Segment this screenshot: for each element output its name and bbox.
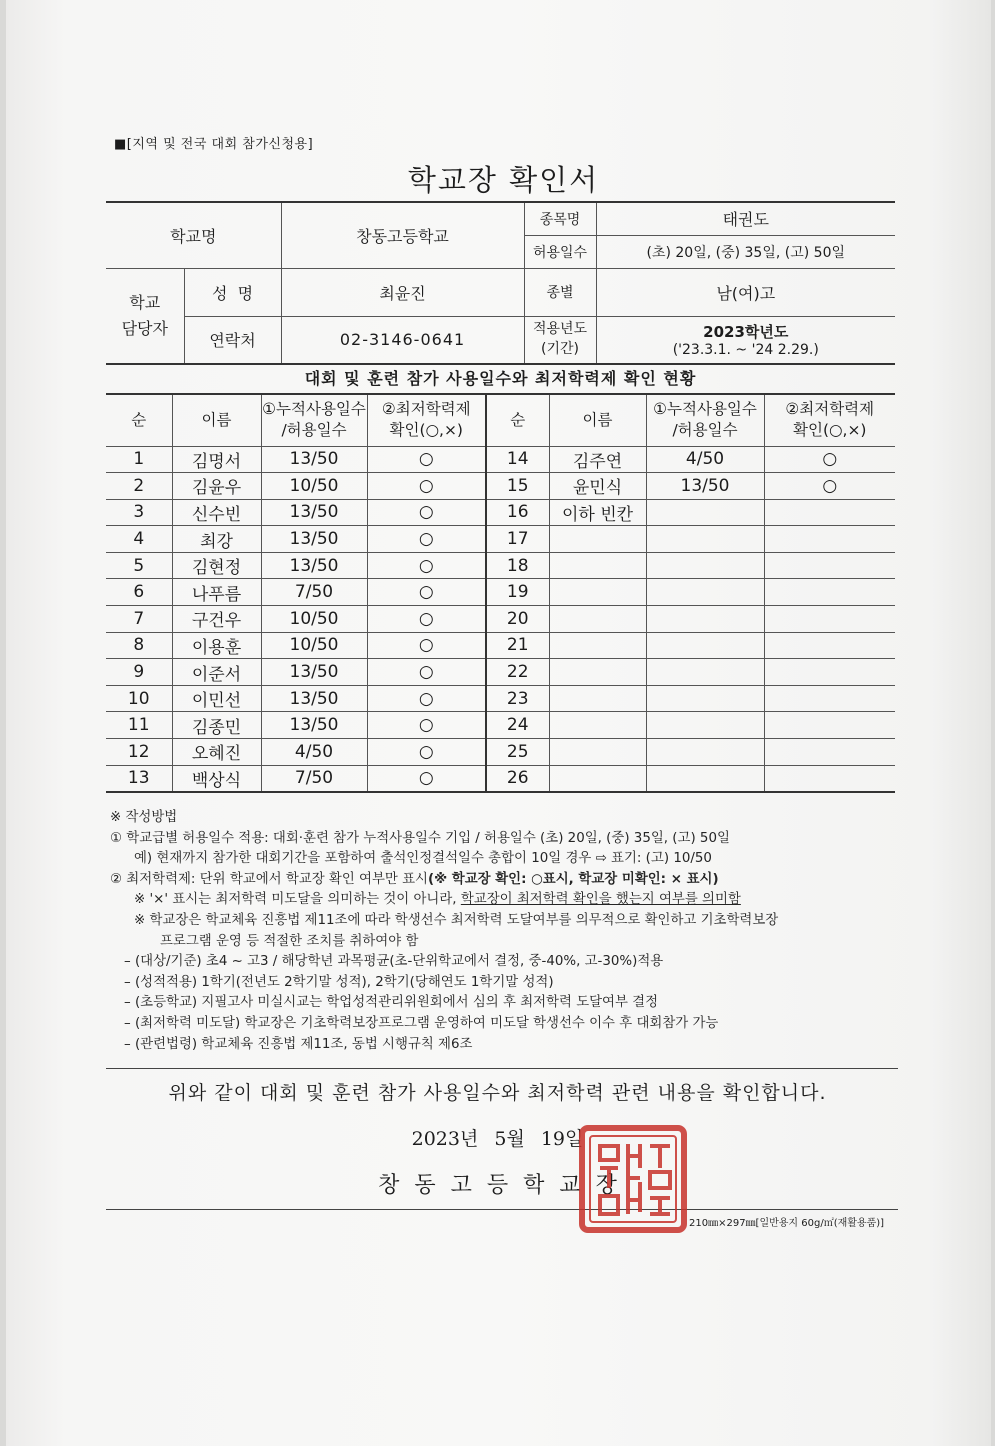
- note-2-sub-2: ※ 학교장은 학교체육 진흥법 제11조에 따라 학생선수 최저학력 도달여부를 의무적으로 확인하고 기초학력보장: [134, 912, 779, 928]
- note-2-text: ② 최저학력제: 단위 학교에서 학교장 확인 여부만 표시: [110, 871, 428, 887]
- row-check: [764, 606, 895, 633]
- row-days: 10/50: [261, 606, 367, 633]
- notes-heading: ※ 작성방법: [110, 810, 178, 825]
- row-days: [646, 526, 764, 553]
- row-name: [549, 765, 646, 792]
- school-info-table: [106, 201, 895, 365]
- divider: [106, 1209, 898, 1210]
- row-name: 최강: [172, 526, 261, 553]
- row-no: 7: [106, 606, 172, 633]
- row-days: 4/50: [646, 446, 764, 473]
- row-days: 13/50: [261, 499, 367, 526]
- table-row: [106, 526, 895, 553]
- row-days: [646, 739, 764, 766]
- row-no: 1: [106, 446, 172, 473]
- row-days: 10/50: [261, 473, 367, 500]
- row-days: 13/50: [261, 446, 367, 473]
- row-days: [646, 659, 764, 686]
- note-2-sub-1-underlined: 학교장이 최저학력 확인을 했는지 여부를 의미함: [460, 892, 741, 908]
- row-check: ○: [764, 446, 895, 473]
- row-days: 13/50: [261, 685, 367, 712]
- row-days: 13/50: [261, 712, 367, 739]
- row-check: [764, 632, 895, 659]
- row-no: 25: [486, 739, 549, 766]
- row-no: 22: [486, 659, 549, 686]
- row-days: 4/50: [261, 739, 367, 766]
- row-name: [549, 659, 646, 686]
- row-name: [549, 712, 646, 739]
- note-dash-3: – (초등학교) 지필고사 미실시교는 학업성적관리위원회에서 심의 후 최저학력 도달여부 결정: [124, 995, 659, 1011]
- header-name: 이름: [549, 394, 646, 446]
- row-no: 19: [486, 579, 549, 606]
- row-no: 2: [106, 473, 172, 500]
- gender-value: 남(여)고: [596, 268, 895, 316]
- row-name: 나푸름: [172, 579, 261, 606]
- note-1: ① 학교급별 허용일수 적용: 대회·훈련 참가 누적사용일수 기입 / 허용일수 (초) 20일, (중) 35일, (고) 50일: [110, 830, 730, 846]
- table-row: [106, 685, 895, 712]
- contact-label: 연락처: [184, 316, 281, 364]
- row-name: 신수빈: [172, 499, 261, 526]
- row-no: 5: [106, 552, 172, 579]
- row-check: ○: [367, 526, 486, 553]
- row-days: 10/50: [261, 632, 367, 659]
- row-check: ○: [367, 473, 486, 500]
- row-name: 구건우: [172, 606, 261, 633]
- row-no: 17: [486, 526, 549, 553]
- row-no: 11: [106, 712, 172, 739]
- document-title: 학교장 확인서: [407, 163, 600, 197]
- row-name: 오혜진: [172, 739, 261, 766]
- note-2-sub-2-cont: 프로그램 운영 등 적절한 조치를 취하여야 함: [160, 933, 419, 949]
- divider: [106, 1068, 898, 1069]
- header-days: ①누적사용일수 /허용일수: [261, 394, 367, 446]
- row-name: 이민선: [172, 685, 261, 712]
- header-name: 이름: [172, 394, 261, 446]
- row-name: [549, 552, 646, 579]
- row-check: ○: [367, 552, 486, 579]
- row-name: 김명서: [172, 446, 261, 473]
- row-check: [764, 712, 895, 739]
- row-name: 김주연: [549, 446, 646, 473]
- row-no: 12: [106, 739, 172, 766]
- list-title: 대회 및 훈련 참가 사용일수와 최저학력제 확인 현황: [304, 369, 697, 388]
- header-check: ②최저학력제 확인(○,×): [367, 394, 486, 446]
- row-no: 9: [106, 659, 172, 686]
- row-no: 20: [486, 606, 549, 633]
- manager-label: 학교 담당자: [106, 268, 184, 364]
- row-days: [646, 765, 764, 792]
- period-range: ('23.3.1. ~ '24 2.29.): [672, 342, 819, 359]
- row-name: 윤민식: [549, 473, 646, 500]
- period-year: 2023학년도: [703, 323, 789, 342]
- note-dash-1: – (대상/기준) 초4 ~ 고3 / 해당학년 과목평균(초-단위학교에서 결정, 중-40%, 고-30%)적용: [124, 954, 664, 970]
- header-no: 순: [486, 394, 549, 446]
- row-check: [764, 685, 895, 712]
- allowed-days-label: 허용일수: [524, 235, 596, 268]
- gender-label: 종별: [524, 268, 596, 316]
- row-no: 10: [106, 685, 172, 712]
- table-row: [106, 632, 895, 659]
- confirmation-statement: 위와 같이 대회 및 훈련 참가 사용일수와 최저학력 관련 내용을 확인합니다.: [168, 1082, 827, 1104]
- row-name: [549, 579, 646, 606]
- note-2-marks: (※ 학교장 확인: ○표시, 학교장 미확인: × 표시): [427, 871, 719, 887]
- table-row: [106, 606, 895, 633]
- row-name: 김종민: [172, 712, 261, 739]
- row-check: [764, 739, 895, 766]
- row-no: 13: [106, 765, 172, 792]
- row-name: [549, 632, 646, 659]
- row-days: [646, 712, 764, 739]
- sport-label: 종목명: [524, 202, 596, 235]
- row-no: 14: [486, 446, 549, 473]
- row-days: [646, 685, 764, 712]
- row-check: [764, 552, 895, 579]
- row-no: 21: [486, 632, 549, 659]
- table-row: [106, 739, 895, 766]
- row-name: 이준서: [172, 659, 261, 686]
- row-name: 김윤우: [172, 473, 261, 500]
- row-no: 4: [106, 526, 172, 553]
- sport-value: 태권도: [596, 202, 895, 235]
- period-cell: [596, 316, 895, 364]
- row-days: 13/50: [646, 473, 764, 500]
- table-row: [106, 552, 895, 579]
- row-days: 13/50: [261, 526, 367, 553]
- row-check: ○: [367, 739, 486, 766]
- row-check: [764, 659, 895, 686]
- name-label: 성 명: [184, 268, 281, 316]
- row-no: 18: [486, 552, 549, 579]
- note-2: [110, 870, 900, 891]
- row-check: [764, 579, 895, 606]
- table-row: [106, 579, 895, 606]
- row-days: [646, 499, 764, 526]
- athlete-list-table: [106, 393, 895, 793]
- row-no: 15: [486, 473, 549, 500]
- table-row: [106, 659, 895, 686]
- header-no: 순: [106, 394, 172, 446]
- table-row: [106, 499, 895, 526]
- row-name: [549, 526, 646, 553]
- row-name: 김현정: [172, 552, 261, 579]
- row-name: [549, 739, 646, 766]
- row-no: 8: [106, 632, 172, 659]
- instructions: [110, 808, 900, 1055]
- row-no: 3: [106, 499, 172, 526]
- row-no: 26: [486, 765, 549, 792]
- row-days: [646, 632, 764, 659]
- row-days: 13/50: [261, 659, 367, 686]
- form-type-tag: ■[지역 및 전국 대회 참가신청용]: [114, 137, 314, 152]
- header-days: ①누적사용일수 /허용일수: [646, 394, 764, 446]
- school-name-value: 창동고등학교: [281, 202, 524, 268]
- contact-value: 02-3146-0641: [281, 316, 524, 364]
- row-check: ○: [367, 765, 486, 792]
- row-name: 백상식: [172, 765, 261, 792]
- row-name: [549, 606, 646, 633]
- row-days: [646, 552, 764, 579]
- note-dash-5: – (관련법령) 학교체육 진흥법 제11조, 동법 시행규칙 제6조: [124, 1036, 473, 1052]
- row-days: 7/50: [261, 765, 367, 792]
- school-name-label: 학교명: [106, 202, 281, 268]
- row-no: 6: [106, 579, 172, 606]
- table-row: [106, 473, 895, 500]
- principal-title: 창동고등학교장: [378, 1173, 632, 1198]
- note-2-sub-1: [110, 890, 900, 911]
- table-row: [106, 712, 895, 739]
- note-dash-4: – (최저학력 미도달) 학교장은 기초학력보장프로그램 운영하여 미도달 학생선수 이수 후 대회참가 가능: [124, 1015, 719, 1031]
- row-days: [646, 606, 764, 633]
- row-check: ○: [367, 659, 486, 686]
- row-check: ○: [367, 499, 486, 526]
- header-check: ②최저학력제 확인(○,×): [764, 394, 895, 446]
- row-no: 16: [486, 499, 549, 526]
- paper-spec: 210㎜×297㎜[일반용지 60g/㎡(재활용품)]: [689, 1218, 885, 1229]
- row-check: ○: [367, 446, 486, 473]
- row-check: ○: [367, 579, 486, 606]
- row-check: [764, 765, 895, 792]
- table-header-row: [106, 394, 895, 446]
- row-name: 이용훈: [172, 632, 261, 659]
- row-days: [646, 579, 764, 606]
- issue-date: 2023년 5월 19일: [411, 1128, 584, 1150]
- row-no: 23: [486, 685, 549, 712]
- allowed-days-value: (초) 20일, (중) 35일, (고) 50일: [596, 235, 895, 268]
- row-no: 24: [486, 712, 549, 739]
- table-row: [106, 446, 895, 473]
- row-check: ○: [367, 632, 486, 659]
- row-check: ○: [367, 606, 486, 633]
- row-check: ○: [764, 473, 895, 500]
- row-check: [764, 526, 895, 553]
- period-label: 적용년도 (기간): [524, 316, 596, 364]
- row-check: ○: [367, 685, 486, 712]
- school-seal-stamp: [576, 1122, 690, 1236]
- note-1-example: 예) 현재까지 참가한 대회기간을 포함하여 출석인정결석일수 총합이 10일 경우 ⇨ 표기: (고) 10/50: [134, 851, 712, 867]
- row-check: ○: [367, 712, 486, 739]
- name-value: 최윤진: [281, 268, 524, 316]
- row-name: [549, 685, 646, 712]
- row-days: 7/50: [261, 579, 367, 606]
- table-row: [106, 765, 895, 792]
- row-name: 이하 빈칸: [549, 499, 646, 526]
- note-dash-2: – (성적적용) 1학기(전년도 2학기말 성적), 2학기(당해연도 1학기말 성적): [124, 974, 554, 990]
- row-check: [764, 499, 895, 526]
- note-2-sub-1-text: ※ '×' 표시는 최저학력 미도달을 의미하는 것이 아니라,: [134, 892, 457, 908]
- row-days: 13/50: [261, 552, 367, 579]
